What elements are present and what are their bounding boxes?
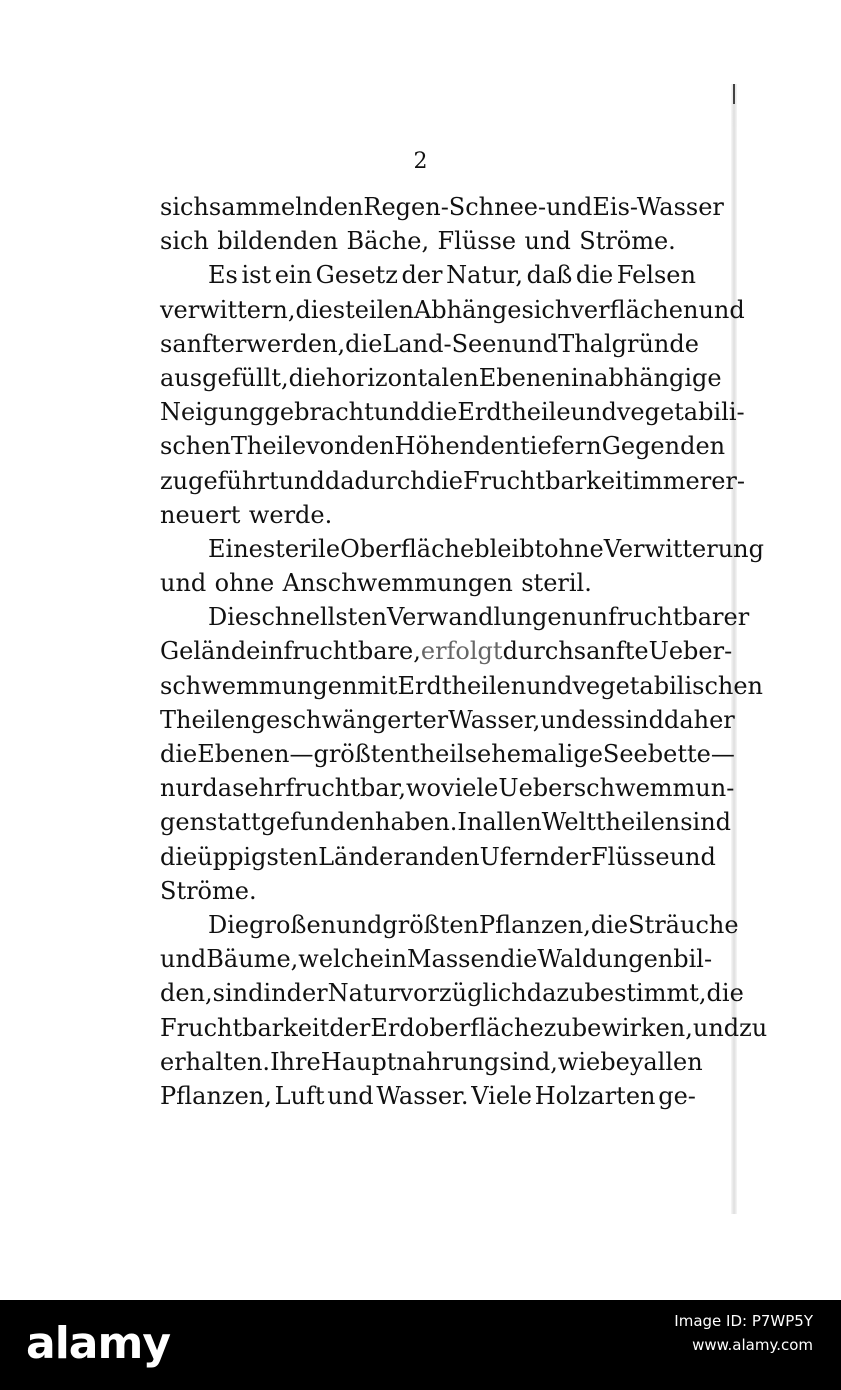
page-number: 2 <box>413 149 428 174</box>
text-word: die <box>575 261 614 290</box>
text-word: allen <box>643 1047 703 1076</box>
text-word: Gelände <box>160 637 261 666</box>
text-word: die <box>288 363 326 392</box>
text-line <box>160 669 763 703</box>
text-word: unfruchtbarer <box>577 603 750 632</box>
text-word: Land-Seen <box>382 329 512 358</box>
text-word: der <box>549 842 591 871</box>
text-word: Sträuche <box>628 910 739 939</box>
text-word: bestimmt, <box>584 979 707 1008</box>
text-word: verwittern, <box>160 295 296 324</box>
text-word: die <box>160 842 198 871</box>
text-word: dadurch <box>324 466 426 495</box>
text-word: sammelnden <box>208 193 364 221</box>
text-word: Es <box>208 261 238 290</box>
text-word: die <box>160 740 198 768</box>
text-line <box>160 942 713 976</box>
text-word: und <box>160 569 207 598</box>
text-word: ohne <box>214 569 275 598</box>
text-word: den, <box>160 979 213 1008</box>
text-word: und <box>524 227 571 256</box>
text-word: erhalten. <box>160 1047 271 1076</box>
text-word: werden, <box>246 329 346 358</box>
text-word: er- <box>711 466 746 495</box>
text-word: den <box>434 842 480 871</box>
text-word: Natur <box>327 979 400 1008</box>
text-word: und <box>278 466 325 495</box>
watermark-footer <box>0 1300 841 1390</box>
text-word: Seebette <box>602 740 711 768</box>
text-word: fruchtbare, <box>283 637 421 666</box>
text-word: neuert <box>160 500 241 529</box>
text-word: üppigsten <box>197 842 319 871</box>
text-word: und <box>698 295 745 324</box>
text-line <box>160 1079 696 1113</box>
text-word: wie <box>557 1047 601 1076</box>
text-line <box>160 840 716 874</box>
body-text <box>160 190 768 1113</box>
text-word: durch <box>502 637 574 666</box>
text-word: steril. <box>521 569 592 598</box>
text-line <box>160 258 696 292</box>
text-word: ehemalige <box>477 740 603 768</box>
text-word: dazu <box>526 979 585 1008</box>
text-word: vorzüglich <box>399 979 527 1008</box>
text-word: und <box>160 945 207 974</box>
text-word: und <box>526 671 573 700</box>
text-word: Bäume, <box>206 945 299 974</box>
text-line <box>160 1011 768 1045</box>
text-word: Theilen <box>160 705 251 734</box>
text-word: Die <box>208 603 250 632</box>
text-word: verflächen <box>570 295 699 324</box>
text-word: statt <box>205 808 261 837</box>
text-word: fruchtbar, <box>285 774 407 803</box>
text-word: die <box>500 945 538 974</box>
text-word: sich <box>521 295 571 324</box>
text-word: Gesetz <box>315 261 398 290</box>
text-line <box>160 224 696 258</box>
text-word: zugeführt <box>160 466 279 495</box>
text-word: die <box>345 329 383 358</box>
text-line <box>160 498 696 532</box>
text-word: Fruchtbarkeit <box>463 466 633 495</box>
text-word: in <box>570 363 595 392</box>
text-word: Ebenen <box>197 740 290 768</box>
text-line <box>160 634 733 668</box>
text-word: und <box>336 910 383 939</box>
text-word: In <box>457 808 483 837</box>
text-word: Welttheilen <box>541 808 681 837</box>
text-word: es <box>586 705 614 734</box>
text-word: zu <box>543 1013 572 1042</box>
text-word: der <box>329 1013 371 1042</box>
text-word: bewirken, <box>571 1013 693 1042</box>
text-word: Pflanzen, <box>479 910 591 939</box>
text-line <box>160 361 722 395</box>
text-word: sind, <box>499 1047 558 1076</box>
text-word: Eis-Wasser <box>592 193 724 221</box>
text-word: werde. <box>248 500 333 529</box>
text-word: steilen <box>332 295 414 324</box>
text-word: Eine <box>208 534 263 563</box>
text-word: und <box>540 705 587 734</box>
text-word: Wasser. <box>376 1081 469 1110</box>
text-word: und <box>511 329 559 358</box>
text-word: zu <box>739 1013 768 1042</box>
text-word: die <box>295 295 333 324</box>
text-line <box>160 908 739 942</box>
text-line <box>160 395 745 429</box>
text-word: sanfter <box>160 329 247 358</box>
text-line <box>160 771 735 805</box>
footer-info <box>674 1312 813 1354</box>
text-word: erfolgt <box>420 637 503 666</box>
text-word: — <box>289 740 314 768</box>
text-line <box>160 429 726 463</box>
text-word: immer <box>632 466 712 495</box>
text-word: und <box>570 398 617 427</box>
text-line <box>160 737 735 771</box>
text-word: vegetabilischen <box>572 671 763 700</box>
text-line <box>160 293 745 327</box>
text-word: sehr <box>232 774 286 803</box>
text-word: größtentheils <box>313 740 478 768</box>
text-word: welche <box>298 945 384 974</box>
text-word: Erdtheilen <box>397 671 527 700</box>
text-word: Viele <box>471 1081 532 1110</box>
text-word: Neigung <box>160 398 265 427</box>
text-word: bey <box>600 1047 644 1076</box>
text-word: der <box>401 261 443 290</box>
text-word: die <box>590 910 629 939</box>
text-word: mit <box>357 671 398 700</box>
text-word: Regen- <box>363 193 449 221</box>
text-word: Flüsse <box>437 227 517 256</box>
text-word: Gegenden <box>601 432 726 461</box>
text-word: Die <box>208 910 250 939</box>
text-word: Erdoberfläche <box>370 1013 544 1042</box>
text-word: Ueberschwemmun- <box>498 774 735 803</box>
site-url: www.alamy.com <box>692 1336 813 1354</box>
text-word: gebracht <box>264 398 374 427</box>
text-word: nur <box>160 774 203 803</box>
text-word: bil- <box>673 945 713 974</box>
text-word: vegetabili- <box>616 398 745 427</box>
text-word: sterile <box>262 534 341 563</box>
text-word: — <box>710 740 735 768</box>
text-word: Erdtheile <box>457 398 571 427</box>
text-word: gefunden <box>260 808 375 837</box>
text-word: Schnee- <box>448 193 547 221</box>
text-word: schnellsten <box>249 603 387 632</box>
text-word: die <box>425 466 463 495</box>
text-word: viele <box>441 774 499 803</box>
text-word: Massen <box>406 945 501 974</box>
text-word: Oberfläche <box>340 534 475 563</box>
text-word: Luft <box>274 1081 325 1110</box>
text-word: Thalgründe <box>558 329 699 358</box>
text-word: den <box>349 432 395 461</box>
text-word: wo <box>406 774 442 803</box>
text-word: großen <box>249 910 337 939</box>
text-word: Flüsse <box>590 842 670 871</box>
text-line <box>160 566 696 600</box>
text-word: den <box>475 432 521 461</box>
text-word: Hauptnahrung <box>320 1047 500 1076</box>
text-word: sind <box>680 808 732 837</box>
text-word: die <box>420 398 458 427</box>
text-word: sich <box>160 227 209 256</box>
text-word: Höhen <box>394 432 476 461</box>
text-word: sind <box>212 979 264 1008</box>
text-word: in <box>383 945 407 974</box>
text-word: Verwitterung <box>603 534 764 563</box>
text-word: bleibt <box>474 534 545 563</box>
text-word: sich <box>160 193 209 221</box>
text-word: von <box>306 432 350 461</box>
text-word: da <box>202 774 233 803</box>
text-word: und <box>373 398 421 427</box>
text-word: Wasser, <box>448 705 541 734</box>
text-word: Ströme. <box>579 227 676 256</box>
text-word: Natur, <box>446 261 523 290</box>
text-word: daß <box>526 261 573 290</box>
text-line <box>160 532 764 566</box>
text-word: und <box>692 1013 740 1042</box>
text-line <box>160 1045 703 1079</box>
text-word: Waldungen <box>537 945 674 974</box>
text-word: ein <box>274 261 313 290</box>
text-line <box>160 600 750 634</box>
text-word: die <box>706 979 744 1008</box>
text-word: Anschwemmungen <box>282 569 513 598</box>
text-line <box>160 703 735 737</box>
text-word: in <box>260 637 284 666</box>
text-word: Ihre <box>270 1047 321 1076</box>
text-word: Verwandlungen <box>386 603 578 632</box>
text-line <box>160 976 744 1010</box>
text-word: allen <box>482 808 542 837</box>
text-word: tiefern <box>520 432 602 461</box>
text-word: und <box>669 842 716 871</box>
text-word: Ufern <box>479 842 550 871</box>
image-id-label: Image ID: P7WP5Y <box>674 1312 813 1330</box>
text-word: Holzarten <box>534 1081 656 1110</box>
text-word: gen <box>160 808 206 837</box>
text-word: der <box>286 979 328 1008</box>
text-word: schwemmungen <box>160 671 358 700</box>
text-word: in <box>263 979 287 1008</box>
text-word: größten <box>382 910 480 939</box>
text-word: an <box>404 842 435 871</box>
text-word: sind <box>613 705 664 734</box>
text-word: schen <box>160 432 231 461</box>
text-word: Länder <box>318 842 405 871</box>
text-word: daher <box>663 705 735 734</box>
text-line <box>160 327 699 361</box>
text-word: und <box>546 193 593 221</box>
text-word: Bäche, <box>346 227 430 256</box>
text-line <box>160 874 696 908</box>
text-word: ist <box>241 261 272 290</box>
text-word: horizontalen <box>325 363 479 392</box>
text-word: sanfte <box>573 637 649 666</box>
text-word: Theile <box>230 432 307 461</box>
text-line <box>160 805 732 839</box>
text-word: ausgefüllt, <box>160 363 289 392</box>
text-word: bildenden <box>217 227 339 256</box>
text-word: und <box>327 1081 374 1110</box>
text-word: haben. <box>374 808 458 837</box>
text-word: Ebenen <box>478 363 571 392</box>
alamy-logo: alamy <box>26 1318 170 1369</box>
text-word: Ströme. <box>160 876 257 905</box>
text-word: Pflanzen, <box>160 1081 272 1110</box>
text-word: ohne <box>544 534 604 563</box>
text-word: Ueber- <box>648 637 733 666</box>
text-line <box>160 464 746 498</box>
text-line <box>160 190 724 224</box>
text-word: geschwängerter <box>250 705 449 734</box>
text-word: abhängige <box>594 363 722 392</box>
text-word: Abhänge <box>413 295 522 324</box>
text-word: Felsen <box>616 261 696 290</box>
text-word: Fruchtbarkeit <box>160 1013 330 1042</box>
text-word: ge- <box>658 1081 696 1110</box>
